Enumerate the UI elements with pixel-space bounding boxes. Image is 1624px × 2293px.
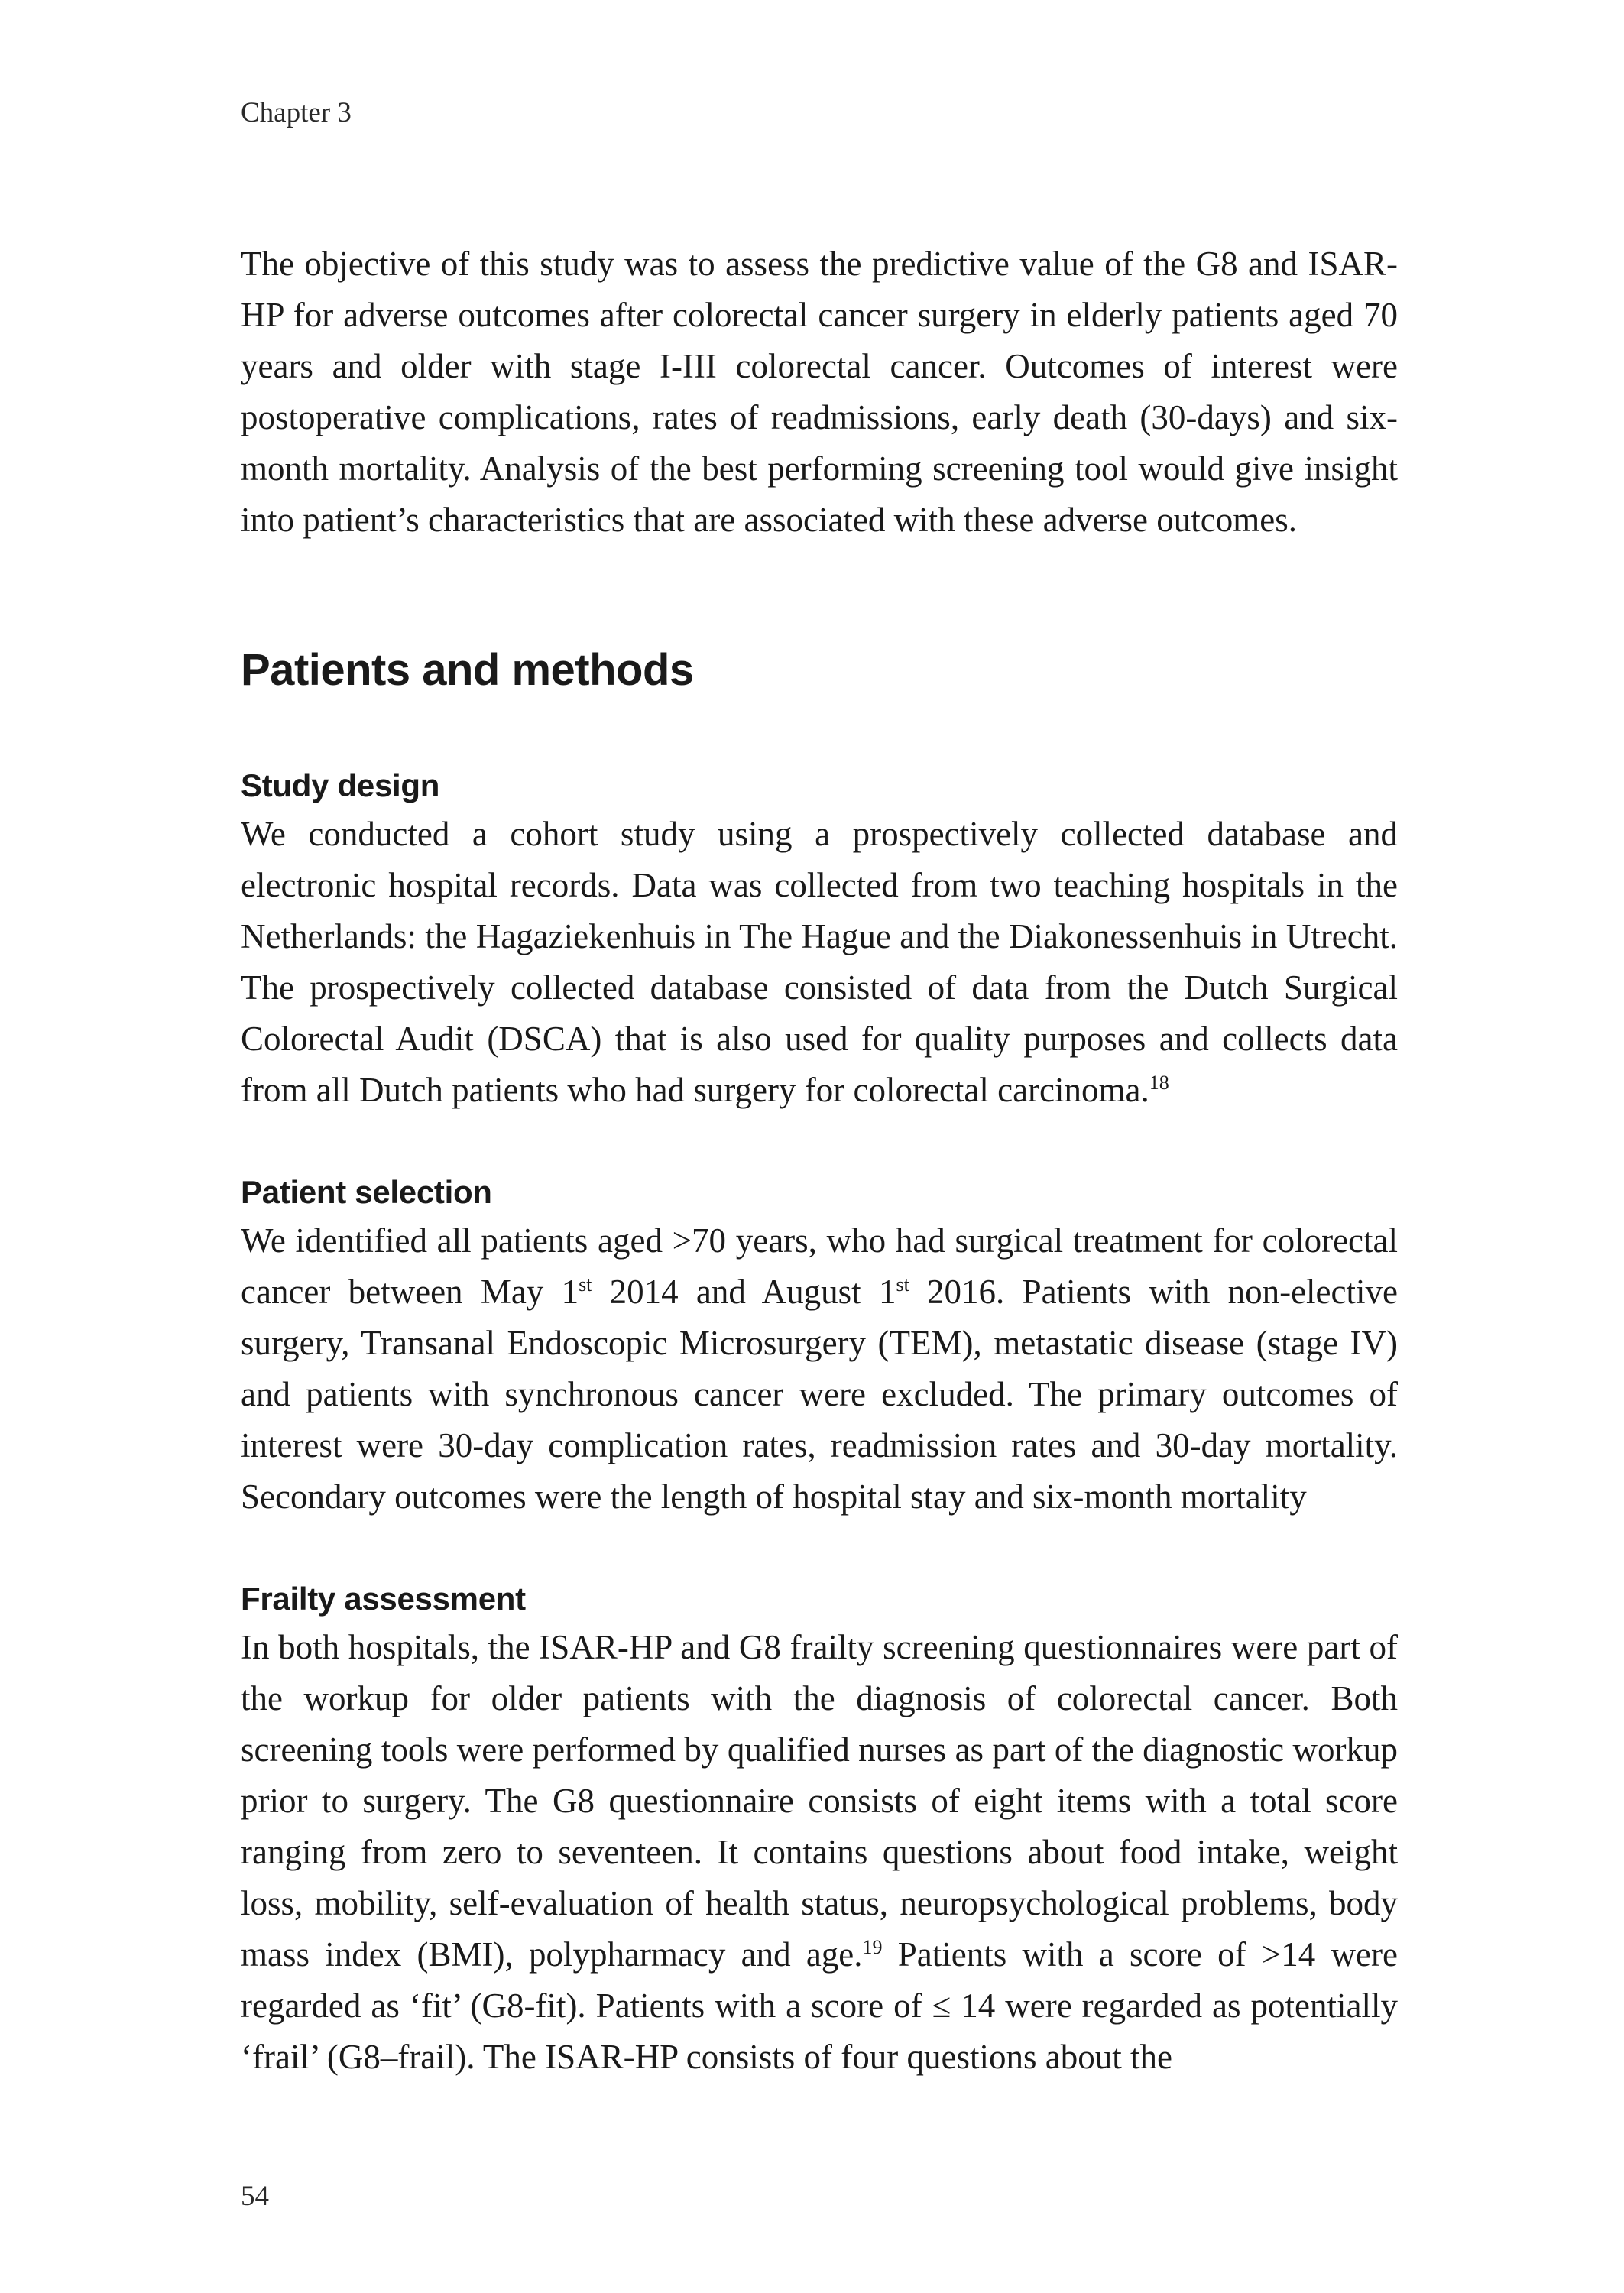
frailty-assessment-text-1: In both hospitals, the ISAR-HP and G8 frailty screening questionnaires were part of the workup for older patients with the diagnosis of colorectal cancer. Both screening tools were performed by qualified nurses as part of the diagnostic workup prior to surgery. The G8 questionnaire consists of eight items with a total score ranging from zero to seventeen. It contains questions about food intake, weight loss, mobility, self-evaluation of health status, neuropsychological problems, body mass index (BMI), polypharmacy and age. — [241, 1628, 1398, 1974]
reference-18: 18 — [1149, 1072, 1169, 1094]
reference-19: 19 — [862, 1936, 883, 1958]
patient-selection-text-1: We identified all patients aged >70 years, who had surgical treatment for colorectal cancer between May 1 — [241, 1221, 1398, 1311]
frailty-assessment-paragraph — [241, 1622, 1398, 2083]
frailty-assessment-text-2: Patients with a score of >14 were regarded as ‘fit’ (G8-fit). Patients with a score of ≤ 14 were regarded as potentially ‘frail’ (G8–frail). The ISAR-HP consists of four questions about the — [241, 1935, 1398, 2076]
main-content — [241, 238, 1398, 2083]
ordinal-suffix-1: st — [579, 1273, 592, 1296]
study-design-paragraph — [241, 809, 1398, 1116]
frailty-assessment-heading: Frailty assessment — [241, 1581, 526, 1617]
section-title: Patients and methods — [241, 645, 694, 695]
study-design-text: We conducted a cohort study using a prospectively collected database and electronic hospital records. Data was collected from two teaching hospitals in the Netherlands: the Hagaziekenhuis in The Hague and the Diakonessenhuis in Utrecht. The prospectively collected database consisted of data from the Dutch Surgical Colorectal Audit (DSCA) that is also used for quality purposes and collects data from all Dutch patients who had surgery for colorectal carcinoma. — [241, 815, 1398, 1109]
running-head: Chapter 3 — [241, 97, 352, 128]
patient-selection-text-3: 2016. Patients with non-elective surgery, Transanal Endoscopic Microsurgery (TEM), metastatic disease (stage IV) and patients with synchronous cancer were excluded. The primary outcomes of interest were 30-day complication rates, readmission rates and 30-day mortality. Secondary outcomes were the length of hospital stay and six-month mortality — [241, 1273, 1398, 1516]
study-design-heading: Study design — [241, 767, 440, 803]
patient-selection-paragraph — [241, 1215, 1398, 1523]
patient-selection-text-2: 2014 and August 1 — [592, 1273, 896, 1311]
ordinal-suffix-2: st — [896, 1273, 909, 1296]
intro-paragraph: The objective of this study was to assess the predictive value of the G8 and ISAR-HP for adverse outcomes after colorectal cancer surgery in elderly patients aged 70 years and older with stage I-III colorectal cancer. Outcomes of interest were postoperative complications, rates of readmissions, early death (30-days) and six-month mortality. Analysis of the best performing screening tool would give insight into patient’s characteristics that are associated with these adverse outcomes. — [241, 245, 1398, 539]
page-number: 54 — [241, 2181, 269, 2212]
patient-selection-heading: Patient selection — [241, 1174, 492, 1210]
